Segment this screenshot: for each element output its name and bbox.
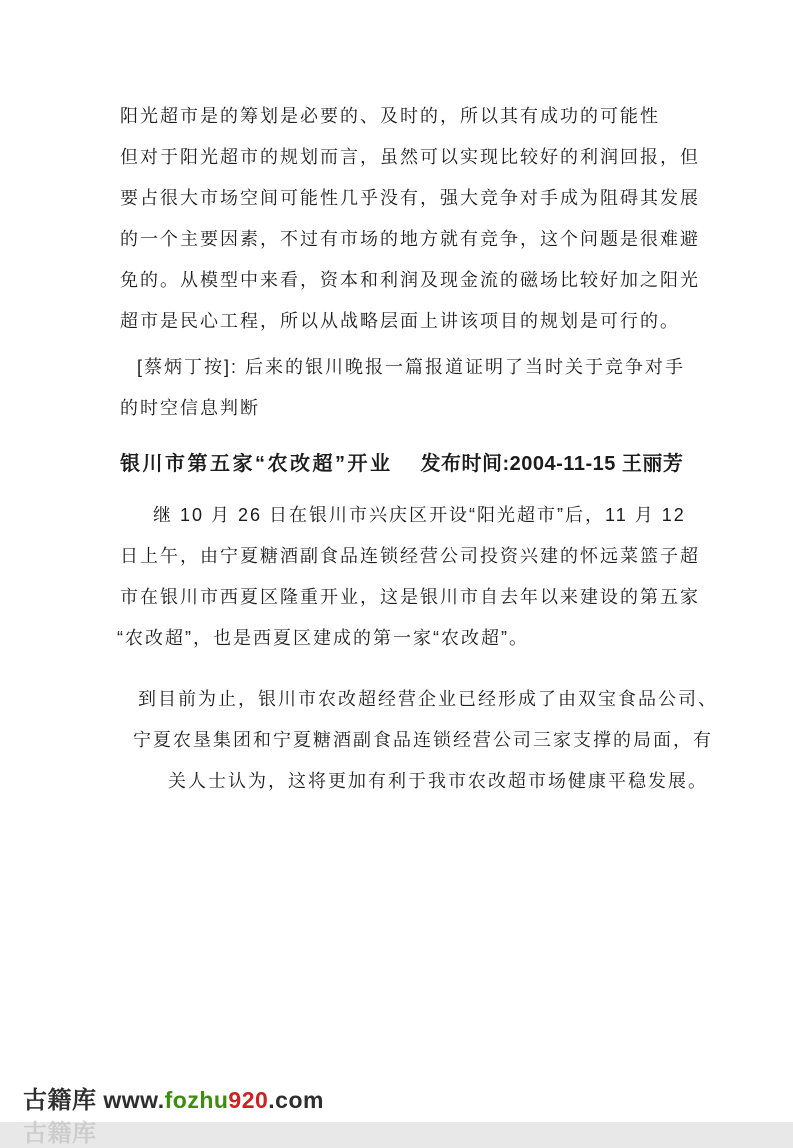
text-line: 日上午，由宁夏糖酒副食品连锁经营公司投资兴建的怀远菜篮子超 <box>120 546 700 566</box>
text-line: 市在银川市西夏区隆重开业，这是银川市自去年以来建设的第五家 <box>120 587 700 607</box>
news-headline <box>120 444 700 485</box>
text-line: 的时空信息判断 <box>120 398 260 418</box>
text-line: 阳光超市是的筹划是必要的、及时的，所以其有成功的可能性 <box>120 106 660 126</box>
text-line: 但对于阳光超市的规划而言，虽然可以实现比较好的利润回报，但 <box>120 147 700 167</box>
headline-title: 银川市第五家“农改超”开业 <box>120 453 393 475</box>
paragraph-analysis <box>120 96 700 342</box>
text-line: 到目前为止，银川市农改超经营企业已经形成了由双宝食品公司、 <box>138 689 718 709</box>
document-text <box>117 96 718 802</box>
site-watermark <box>23 1080 324 1115</box>
watermark-url-com: .com <box>268 1087 324 1113</box>
text-line: 超市是民心工程，所以从战略层面上讲该项目的规划是可行的。 <box>120 311 680 331</box>
paragraph-news-2 <box>120 679 718 802</box>
text-line: 继 10 月 26 日在银川市兴庆区开设“阳光超市”后，11 月 12 <box>153 505 686 525</box>
text-line: 关人士认为，这将更加有利于我市农改超市场健康平稳发展。 <box>168 771 708 791</box>
watermark-ghost-row <box>23 1113 97 1148</box>
paragraph-news-1 <box>117 495 700 659</box>
text-line: 宁夏农垦集团和宁夏糖酒副食品连锁经营公司三家支撑的局面，有 <box>133 730 713 750</box>
text-line: “农改超”，也是西夏区建成的第一家“农改超”。 <box>117 628 529 648</box>
text-line: 免的。从模型中来看，资本和利润及现金流的磁场比较好加之阳光 <box>120 270 700 290</box>
text-line: 的一个主要因素，不过有市场的地方就有竞争，这个问题是很难避 <box>120 229 700 249</box>
watermark-url-www: www. <box>96 1087 165 1113</box>
headline-meta: 发布时间:2004-11-15 王丽芳 <box>420 453 684 475</box>
watermark-url-green: fozhu <box>164 1087 229 1113</box>
text-line: 要占很大市场空间可能性几乎没有，强大竞争对手成为阻碍其发展 <box>120 188 700 208</box>
watermark-ghost-text: 古籍库 <box>23 1120 97 1147</box>
text-line: [蔡炳丁按]: 后来的银川晚报一篇报道证明了当时关于竞争对手 <box>137 357 686 377</box>
watermark-site-name: 古籍库 <box>23 1087 97 1114</box>
editor-note <box>120 347 700 429</box>
watermark-url-red: 920 <box>228 1087 269 1113</box>
